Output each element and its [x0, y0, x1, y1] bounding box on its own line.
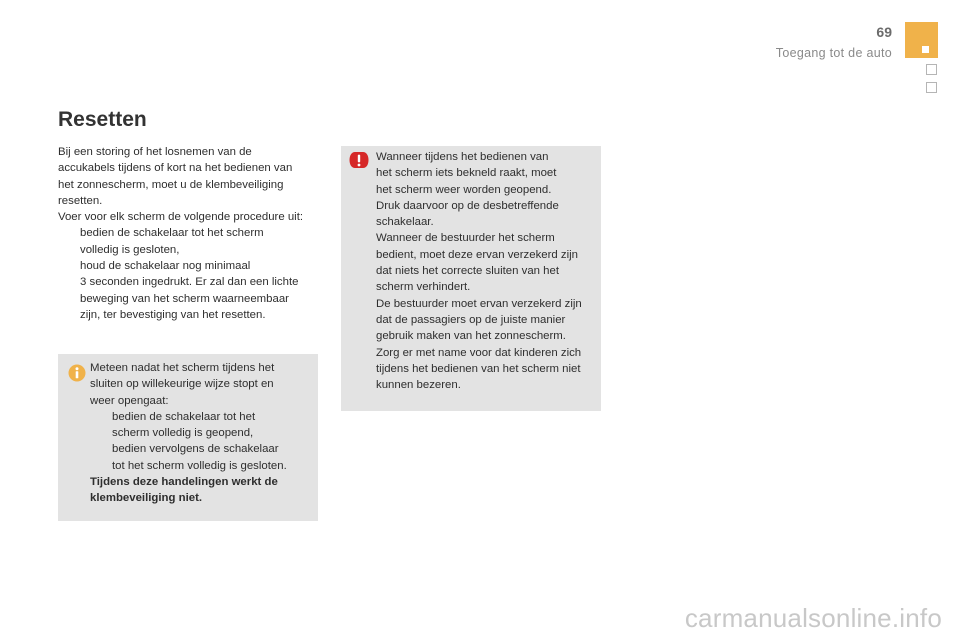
chapter-tab-marker — [922, 46, 929, 53]
section-title: Toegang tot de auto — [775, 46, 892, 60]
info-content — [90, 360, 305, 507]
text-line: dat de passagiers op de juiste manier — [376, 313, 566, 326]
list-item — [58, 225, 323, 258]
text-line: scherm volledig is geopend, — [112, 427, 254, 440]
info-icon — [68, 364, 86, 382]
text-line: houd de schakelaar nog minimaal — [80, 260, 251, 273]
text-line: kunnen bezeren. — [376, 379, 461, 392]
text-line: bedien vervolgens de schakelaar — [112, 443, 279, 456]
list-item — [58, 258, 323, 323]
text-line: scherm verhindert. — [376, 281, 471, 294]
text-line: De bestuurder moet ervan verzekerd zijn — [376, 297, 582, 310]
info-box — [58, 354, 318, 521]
text-line: zijn, ter bevestiging van het resetten. — [80, 308, 266, 321]
page-heading: Resetten — [58, 108, 147, 131]
text-line: bedien de schakelaar tot het — [112, 410, 256, 423]
watermark: carmanualsonline.info — [684, 603, 942, 633]
text-line: het scherm iets bekneld raakt, moet — [376, 167, 557, 180]
text-line: Bij een storing of het losnemen van de — [58, 146, 252, 158]
page-number: 69 — [876, 24, 892, 40]
text-line: Wanneer tijdens het bedienen van — [376, 151, 549, 163]
text-line: Tijdens deze handelingen werkt de — [90, 476, 278, 489]
text-line: Druk daarvoor op de desbetreffende — [376, 199, 559, 212]
text-line: Zorg er met name voor dat kinderen zich — [376, 346, 582, 359]
text-line: klembeveiliging niet. — [90, 492, 203, 505]
text-line: dat niets het correcte sluiten van het — [376, 265, 559, 278]
list-item — [90, 409, 305, 442]
text-line: tijdens het bedienen van het scherm niet — [376, 362, 581, 375]
main-body — [58, 144, 323, 323]
text-line: bedien de schakelaar tot het scherm — [80, 227, 264, 240]
text-line: Meteen nadat het scherm tijdens het — [90, 362, 275, 374]
text-line: tot het scherm volledig is gesloten. — [112, 459, 287, 472]
text-line: het scherm weer worden geopend. — [376, 183, 552, 196]
text-line: sluiten op willekeurige wijze stopt en — [90, 378, 274, 391]
warning-icon — [349, 150, 369, 170]
text-line: bedient, moet deze ervan verzekerd zijn — [376, 248, 578, 261]
chapter-tab-active[interactable] — [905, 22, 938, 58]
text-line: 3 seconden ingedrukt. Er zal dan een lichte — [80, 276, 299, 289]
chapter-tab-box[interactable] — [926, 82, 937, 93]
text-line: het zonnescherm, moet u de klembeveiliging — [58, 178, 284, 191]
text-line: Wanneer de bestuurder het scherm — [376, 232, 555, 245]
text-line: gebruik maken van het zonnescherm. — [376, 330, 566, 343]
info-list — [90, 409, 305, 474]
chapter-tab-box[interactable] — [926, 64, 937, 75]
warning-box — [341, 146, 601, 411]
text-line: volledig is gesloten, — [80, 243, 180, 256]
text-line: beweging van het scherm waarneembaar — [80, 292, 289, 305]
warning-content — [376, 149, 601, 393]
list-item — [90, 441, 305, 474]
text-line: weer opengaat: — [90, 394, 169, 407]
text-line: Voer voor elk scherm de volgende procedure uit: — [58, 211, 304, 224]
text-line: resetten. — [58, 194, 103, 207]
procedure-list — [58, 225, 323, 323]
text-line: schakelaar. — [376, 216, 434, 229]
text-line: accukabels tijdens of kort na het bedienen van — [58, 162, 293, 175]
